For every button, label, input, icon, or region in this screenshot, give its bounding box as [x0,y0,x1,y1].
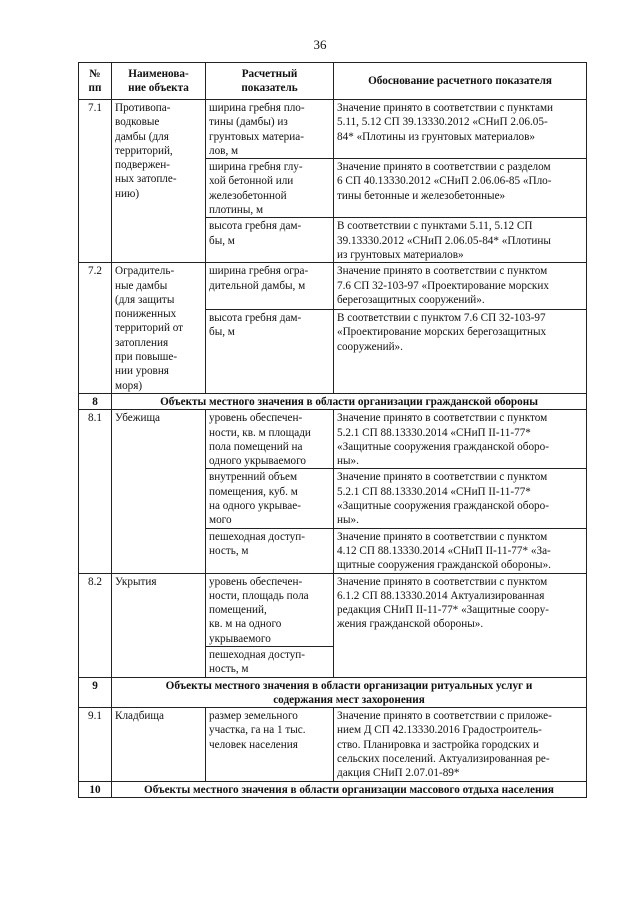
header-indicator: Расчетный показатель [206,63,334,100]
indicator-cell: уровень обеспечен- ности, кв. м площади пола помещений на одного укрываемого [206,410,334,469]
indicator-cell: ширина гребня пло- тины (дамбы) из грунтовых материа- лов, м [206,100,334,159]
header-object: Наименова- ние объекта [112,63,206,100]
table-row [79,573,587,646]
table-header-row [79,63,587,100]
row-num: 7.2 [79,263,112,394]
indicator-cell: ширина гребня огра- дительной дамбы, м [206,263,334,310]
object-name: Укрытия [112,573,206,677]
object-name: Убежища [112,410,206,573]
row-num: 8.1 [79,410,112,573]
section-row [79,677,587,708]
indicator-cell: внутренний объем помещения, куб. м на одного укрывае- мого [206,469,334,528]
row-num: 9.1 [79,708,112,781]
object-name: Оградитель- ные дамбы (для защиты пониженных территорий от затопления при повыше- нии уровня моря) [112,263,206,394]
section-num: 9 [79,677,112,708]
table-row [79,263,587,310]
basis-cell: Значение принято в соответствии с пунктом 5.2.1 СП 88.13330.2014 «СНиП II-11-77* «Защитные сооружения гражданской оборо- ны». [334,469,587,528]
indicator-cell: ширина гребня глу- хой бетонной или железобетонной плотины, м [206,159,334,218]
basis-cell: В соответствии с пунктами 5.11, 5.12 СП 39.13330.2012 «СНиП 2.06.05-84* «Плотины из грунтовых материалов» [334,218,587,263]
object-name: Кладбища [112,708,206,781]
basis-cell: Значение принято в соответствии с пунктами 5.11, 5.12 СП 39.13330.2012 «СНиП 2.06.05- 84* «Плотины из грунтовых материалов» [334,100,587,159]
section-title: Объекты местного значения в области организации массового отдыха населения [112,781,587,797]
row-num: 8.2 [79,573,112,677]
indicator-cell: уровень обеспечен- ности, площадь пола помещений, кв. м на одного укрываемого [206,573,334,646]
row-num: 7.1 [79,100,112,263]
basis-cell: Значение принято в соответствии с пунктом 6.1.2 СП 88.13330.2014 Актуализированная редакция СНиП II-11-77* «Защитные соору- жения гражданской обороны». [334,573,587,677]
section-num: 10 [79,781,112,797]
page-number: 36 [313,37,327,52]
object-name: Противопа- водковые дамбы (для территорий, подвержен- ных затопле- нию) [112,100,206,263]
basis-cell: В соответствии с пунктом 7.6 СП 32-103-97 «Проектирование морских берегозащитных сооружений». [334,309,587,393]
basis-cell: Значение принято в соответствии с пунктом 5.2.1 СП 88.13330.2014 «СНиП II-11-77* «Защитные сооружения гражданской оборо- ны». [334,410,587,469]
indicator-cell: высота гребня дам- бы, м [206,309,334,393]
table-row [79,410,587,469]
section-num: 8 [79,393,112,409]
basis-cell: Значение принято в соответствии с приложе- нием Д СП 42.13330.2016 Градостроитель- ство. Планировка и застройка городских и сельских поселений. Актуализированная ре- дакция СНиП 2.07.01-89* [334,708,587,781]
section-title: Объекты местного значения в области организации гражданской обороны [112,393,587,409]
basis-cell: Значение принято в соответствии с разделом 6 СП 40.13330.2012 «СНиП 2.06.06-85 «Пло- тины бетонные и железобетонные» [334,159,587,218]
header-num: № пп [79,63,112,100]
indicator-cell: пешеходная доступ- ность, м [206,528,334,573]
section-row [79,781,587,797]
indicator-cell: размер земельного участка, га на 1 тыс. человек населения [206,708,334,781]
header-basis: Обоснование расчетного показателя [334,63,587,100]
basis-cell: Значение принято в соответствии с пунктом 7.6 СП 32-103-97 «Проектирование морских берегозащитных сооружений». [334,263,587,310]
norms-table [78,62,587,798]
indicator-cell: высота гребня дам- бы, м [206,218,334,263]
basis-cell: Значение принято в соответствии с пунктом 4.12 СП 88.13330.2014 «СНиП II-11-77* «За- щитные сооружения гражданской обороны». [334,528,587,573]
indicator-cell: пешеходная доступ- ность, м [206,646,334,677]
section-title: Объекты местного значения в области организации ритуальных услуг и содержания мест захоронения [112,677,587,708]
section-row [79,393,587,409]
table-row [79,708,587,781]
table-row [79,100,587,159]
